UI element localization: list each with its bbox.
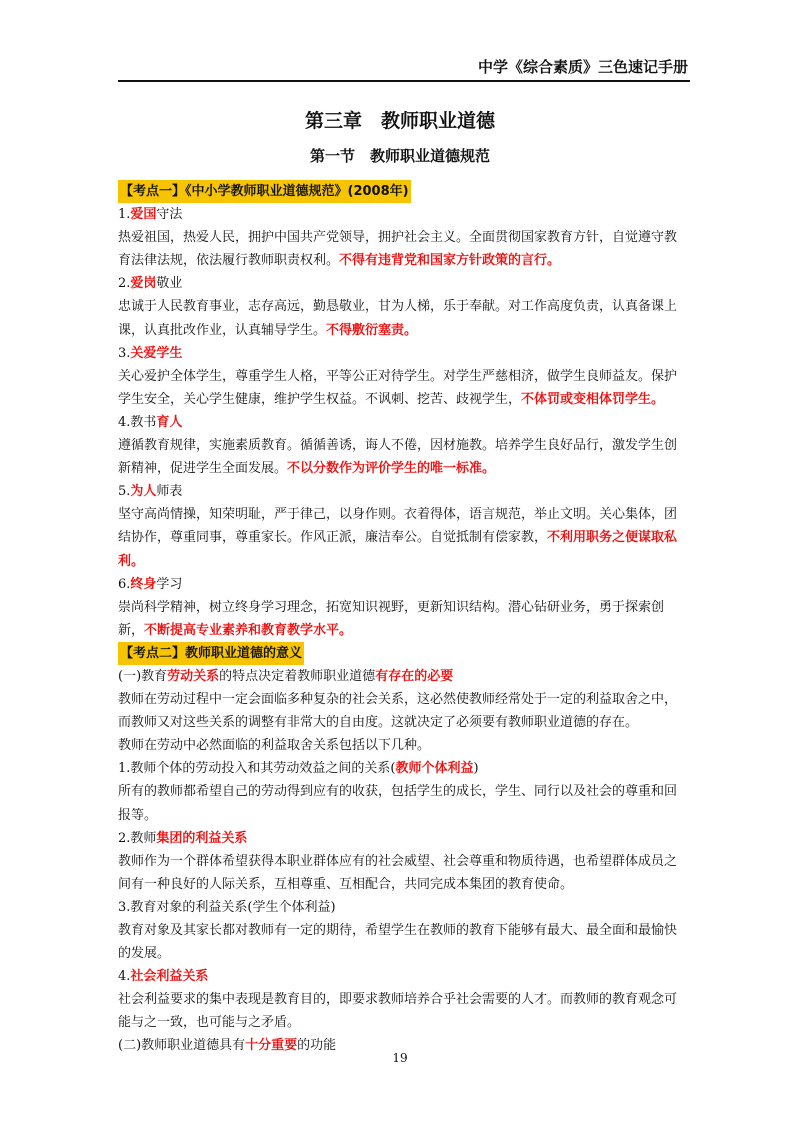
list-item-heading [118,342,684,365]
item-number: 5. [118,484,131,500]
item-number: 2. [118,276,131,292]
subheading-text: 的特点决定着教师职业道德 [219,668,376,684]
relation-heading-text: 2.教师 [118,830,157,846]
subheading-text: (二)教师职业道德具有 [118,1038,246,1054]
paragraph [118,434,684,480]
highlight-text: 集团的利益关系 [156,830,248,846]
highlight-text: 不以分数作为评价学生的唯一标准。 [287,461,496,477]
list-item-heading [118,573,684,596]
highlight-text: 十分重要 [245,1038,298,1054]
paragraph: 社会利益要求的集中表现是教育目的，即要求教师培养合乎社会需要的人才。而教师的教育观念可能与之一致，也可能与之矛盾。 [118,992,678,1031]
relation-heading-text: 4. [118,969,131,985]
highlight-text: 爱国 [130,207,157,223]
paragraph [118,295,684,341]
highlight-text: 不体罚或变相体罚学生。 [521,391,665,407]
paragraph [118,596,684,642]
paragraph: 教师作为一个群体希望获得本职业群体应有的社会威望、社会尊重和物质待遇，也希望群体成员之间有一种良好的人际关系，互相尊重、互相配合，共同完成本集团的教育使命。 [118,853,678,892]
relation-heading-text: ) [473,761,479,777]
chapter-title: 第三章 教师职业道德 [304,110,495,132]
highlight-text: 不得敷衍塞责。 [326,322,418,338]
relation-heading [118,827,684,850]
paragraph: 教师在劳动中必然面临的利益取舍关系包括以下几种。 [118,738,431,754]
header-rule [118,80,690,82]
relation-heading [118,757,684,780]
highlight-text: 不得有违背党和国家方针政策的言行。 [339,253,561,269]
highlight-text: 不断提高专业素养和教育教学水平。 [144,622,353,638]
item-heading-text: 守法 [156,207,183,223]
highlight-text: 终身 [130,576,157,592]
section-title: 第一节 教师职业道德规范 [309,147,490,165]
paragraph-text: 热爱祖国，热爱人民，拥护中国共产党领导，拥护社会主义。全面贯彻国家教育方针，自觉遵守教育法律法规，依法履行教师职责权利。 [118,230,678,269]
highlight-text: 社会利益关系 [130,969,209,985]
highlight-text: 不利用职务之便谋取私利。 [118,530,678,569]
paragraph: 所有的教师都希望自己的劳动得到应有的收获，包括学生的成长，学生、同行以及社会的尊重和回报等。 [118,784,678,823]
paragraph: 教育对象及其家长都对教师有一定的期待，希望学生在教师的教育下能够有最大、最全面和最愉快的发展。 [118,923,678,962]
relation-heading: 3.教育对象的利益关系(学生个体利益) [118,899,336,915]
item-number: 1. [118,207,131,223]
subheading-text: (一)教育 [118,668,168,684]
page-number: 19 [392,1051,408,1065]
highlight-text: 劳动关系 [167,668,220,684]
item-number: 4. [118,414,131,430]
item-number: 6. [118,576,131,592]
paragraph [118,226,684,272]
key-point-heading [118,642,684,665]
item-number: 3. [118,345,131,361]
relation-heading-text: 1.教师个体的劳动投入和其劳动效益之间的关系( [118,761,396,777]
paragraph [118,365,684,411]
highlight-text: 爱岗 [130,276,157,292]
paragraph-text: 忠诚于人民教育事业，志存高远，勤恳敬业，甘为人梯，乐于奉献。对工作高度负责，认真备课上课，认真批改作业，认真辅导学生。 [118,299,678,338]
list-item-heading [118,480,684,503]
key-point-label: 【考点一】《中小学教师职业道德规范》(2008年) [118,180,411,203]
paragraph: 教师在劳动过程中一定会面临多种复杂的社会关系，这必然使教师经常处于一定的利益取舍之中，而教师又对这些关系的调整有非常大的自由度。这就决定了必须要有教师职业道德的存在。 [118,692,678,731]
subheading [118,665,684,688]
header-title: 中学《综合素质》三色速记手册 [477,58,688,76]
highlight-text: 关爱学生 [130,345,183,361]
item-heading-text: 教书 [130,414,157,430]
item-heading-text: 敬业 [156,276,183,292]
highlight-text: 教师个体利益 [395,761,474,777]
highlight-text: 育人 [156,414,183,430]
list-item-heading [118,411,684,434]
item-heading-text: 师表 [156,484,183,500]
key-point-heading [118,180,684,203]
document-body [118,180,684,1058]
paragraph [118,503,684,572]
paragraph-text: 坚守高尚情操，知荣明耻，严于律己，以身作则。衣着得体，语言规范，举止文明。关心集体，团结协作，尊重同事，尊重家长。作风正派，廉洁奉公。自觉抵制有偿家教， [118,507,678,546]
key-point-label: 【考点二】教师职业道德的意义 [118,642,304,665]
highlight-text: 有存在的必要 [375,668,454,684]
paragraph-text: 关心爱护全体学生，尊重学生人格，平等公正对待学生。对学生严慈相济，做学生良师益友。保护学生安全，关心学生健康，维护学生权益。不讽刺、挖苦、歧视学生， [118,368,678,407]
paragraph-text: 遵循教育规律，实施素质教育。循循善诱，诲人不倦，因材施教。培养学生良好品行，激发学生创新精神，促进学生全面发展。 [118,438,678,477]
item-heading-text: 学习 [156,576,183,592]
highlight-text: 为人 [130,484,157,500]
relation-heading [118,965,684,988]
paragraph-text: 崇尚科学精神，树立终身学习理念，拓宽知识视野，更新知识结构。潜心钻研业务，勇于探索创新， [118,599,665,638]
list-item-heading [118,203,684,226]
subheading-text: 的功能 [297,1038,337,1054]
list-item-heading [118,272,684,295]
